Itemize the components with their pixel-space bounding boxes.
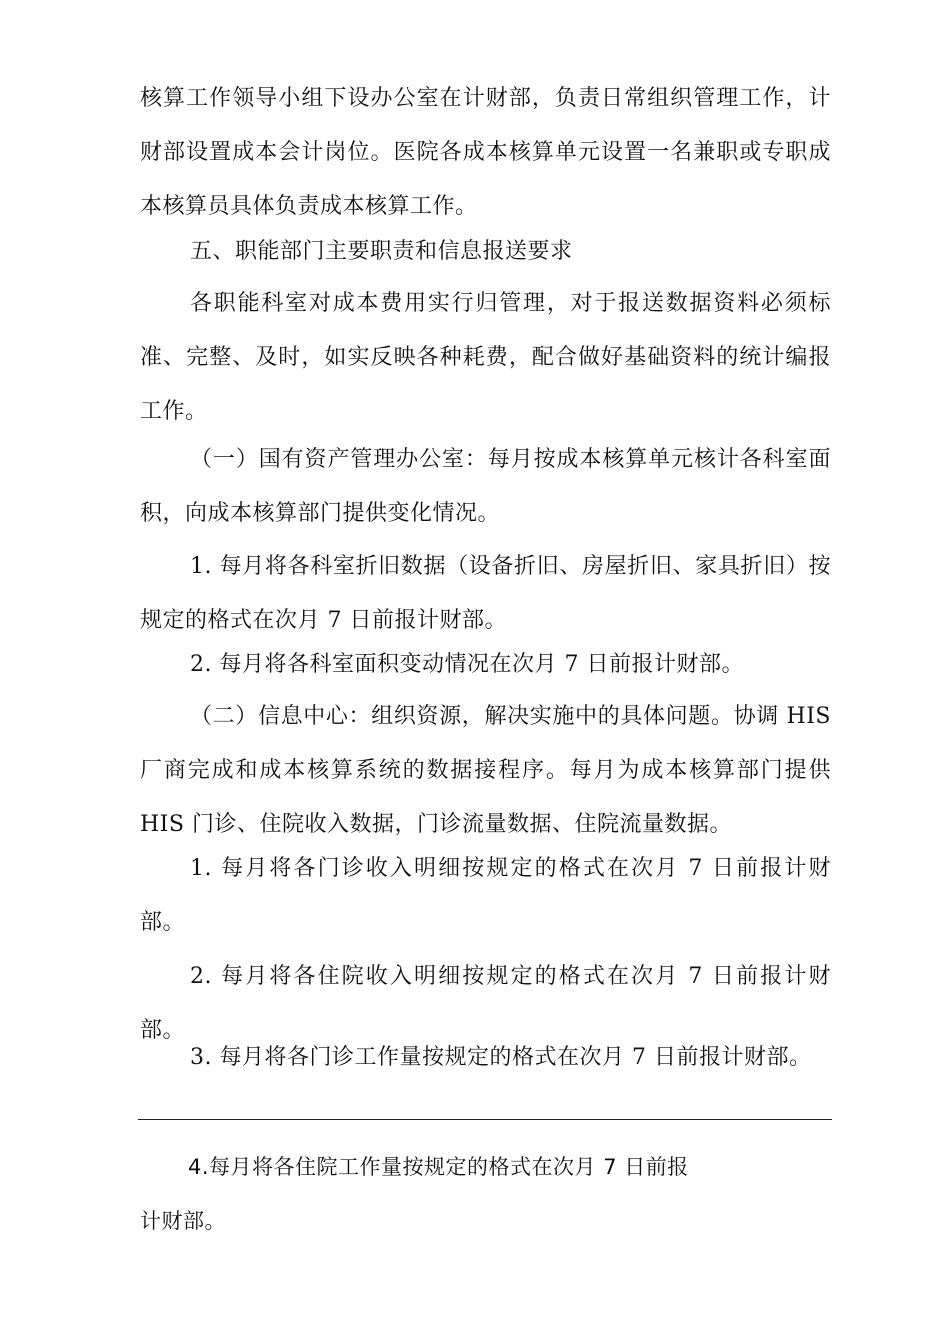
paragraph-info-center: （二）信息中心：组织资源，解决实施中的具体问题。协调 HIS 厂商完成和成本核算系统的数据接程序。每月为成本核算部门提供 HIS 门诊、住院收入数据，门诊流量数据、住院流量数据。	[140, 704, 831, 837]
paragraph-office-setup: 核算工作领导小组下设办公室在计财部，负责日常组织管理工作，计财部设置成本会计岗位。医院各成本核算单元设置一名兼职或专职成本核算员具体负责成本核算工作。	[140, 86, 831, 219]
item-outpatient-workload: 3. 每月将各门诊工作量按规定的格式在次月 7 日前报计财部。	[190, 1045, 812, 1070]
item-depreciation: 1. 每月将各科室折旧数据（设备折旧、房屋折旧、家具折旧）按规定的格式在次月 7 日前报计财部。	[140, 554, 831, 633]
section-heading-five: 五、职能部门主要职责和信息报送要求	[190, 239, 573, 264]
item-inpatient-income: 2. 每月将各住院收入明细按规定的格式在次月 7 日前报计财部。	[140, 964, 831, 1043]
paragraph-asset-office: （一）国有资产管理办公室：每月按成本核算单元核计各科室面积，向成本核算部门提供变化情况。	[140, 447, 831, 526]
item-inpatient-workload-line1: 4.每月将各住院工作量按规定的格式在次月 7 日前报	[188, 1155, 689, 1179]
item-outpatient-income: 1. 每月将各门诊收入明细按规定的格式在次月 7 日前报计财部。	[140, 856, 831, 935]
item-inpatient-workload-line2: 计财部。	[140, 1209, 226, 1233]
paragraph-functional-depts: 各职能科室对成本费用实行归管理，对于报送数据资料必须标准、完整、及时，如实反映各种耗费，配合做好基础资料的统计编报工作。	[140, 291, 831, 424]
page-divider-line	[138, 1119, 832, 1120]
item-area-change: 2. 每月将各科室面积变动情况在次月 7 日前报计财部。	[190, 652, 744, 677]
